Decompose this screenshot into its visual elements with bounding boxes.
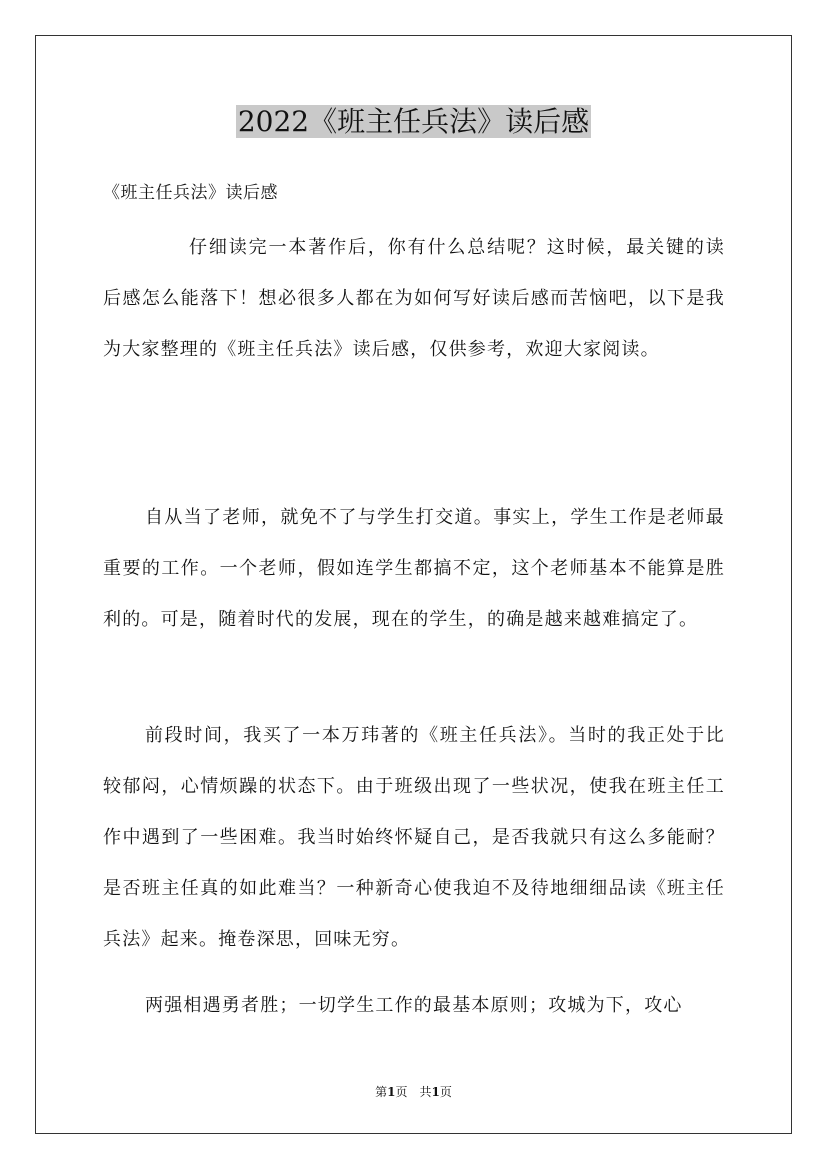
footer-suffix: 页 (439, 1085, 452, 1099)
document-subtitle: 《班主任兵法》读后感 (103, 183, 278, 203)
footer-page-total: 1 (431, 1085, 440, 1099)
paragraph-intro: 仔细读完一本著作后，你有什么总结呢？这时候，最关键的读后感怎么能落下！想必很多人都在为如何写好读后感而苦恼吧，以下是我为大家整理的《班主任兵法》读后感，仅供参考，欢迎大家阅读。 (103, 237, 725, 360)
paragraph-2: 自从当了老师，就免不了与学生打交道。事实上，学生工作是老师最重要的工作。一个老师，假如连学生都搞不定，这个老师基本不能算是胜利的。可是，随着时代的发展，现在的学生，的确是越来越难搞定了。 (103, 507, 725, 630)
footer-prefix: 第 (375, 1085, 388, 1099)
paragraph-3: 前段时间，我买了一本万玮著的《班主任兵法》。当时的我正处于比较郁闷，心情烦躁的状态下。由于班级出现了一些状况，使我在班主任工作中遇到了一些困难。我当时始终怀疑自己，是否我就只有这么多能耐？是否班主任真的如此难当？一种新奇心使我迫不及待地细细品读《班主任兵法》起来。掩卷深思，回味无穷。 (103, 725, 725, 950)
document-title-text: 2022《班主任兵法》读后感 (237, 105, 590, 138)
footer-mid: 页 共 (395, 1085, 432, 1099)
page-footer (0, 1083, 827, 1101)
footer-page-current: 1 (387, 1085, 396, 1099)
paragraph-4: 两强相遇勇者胜；一切学生工作的最基本原则；攻城为下，攻心 (145, 995, 683, 1016)
document-title (0, 100, 827, 144)
